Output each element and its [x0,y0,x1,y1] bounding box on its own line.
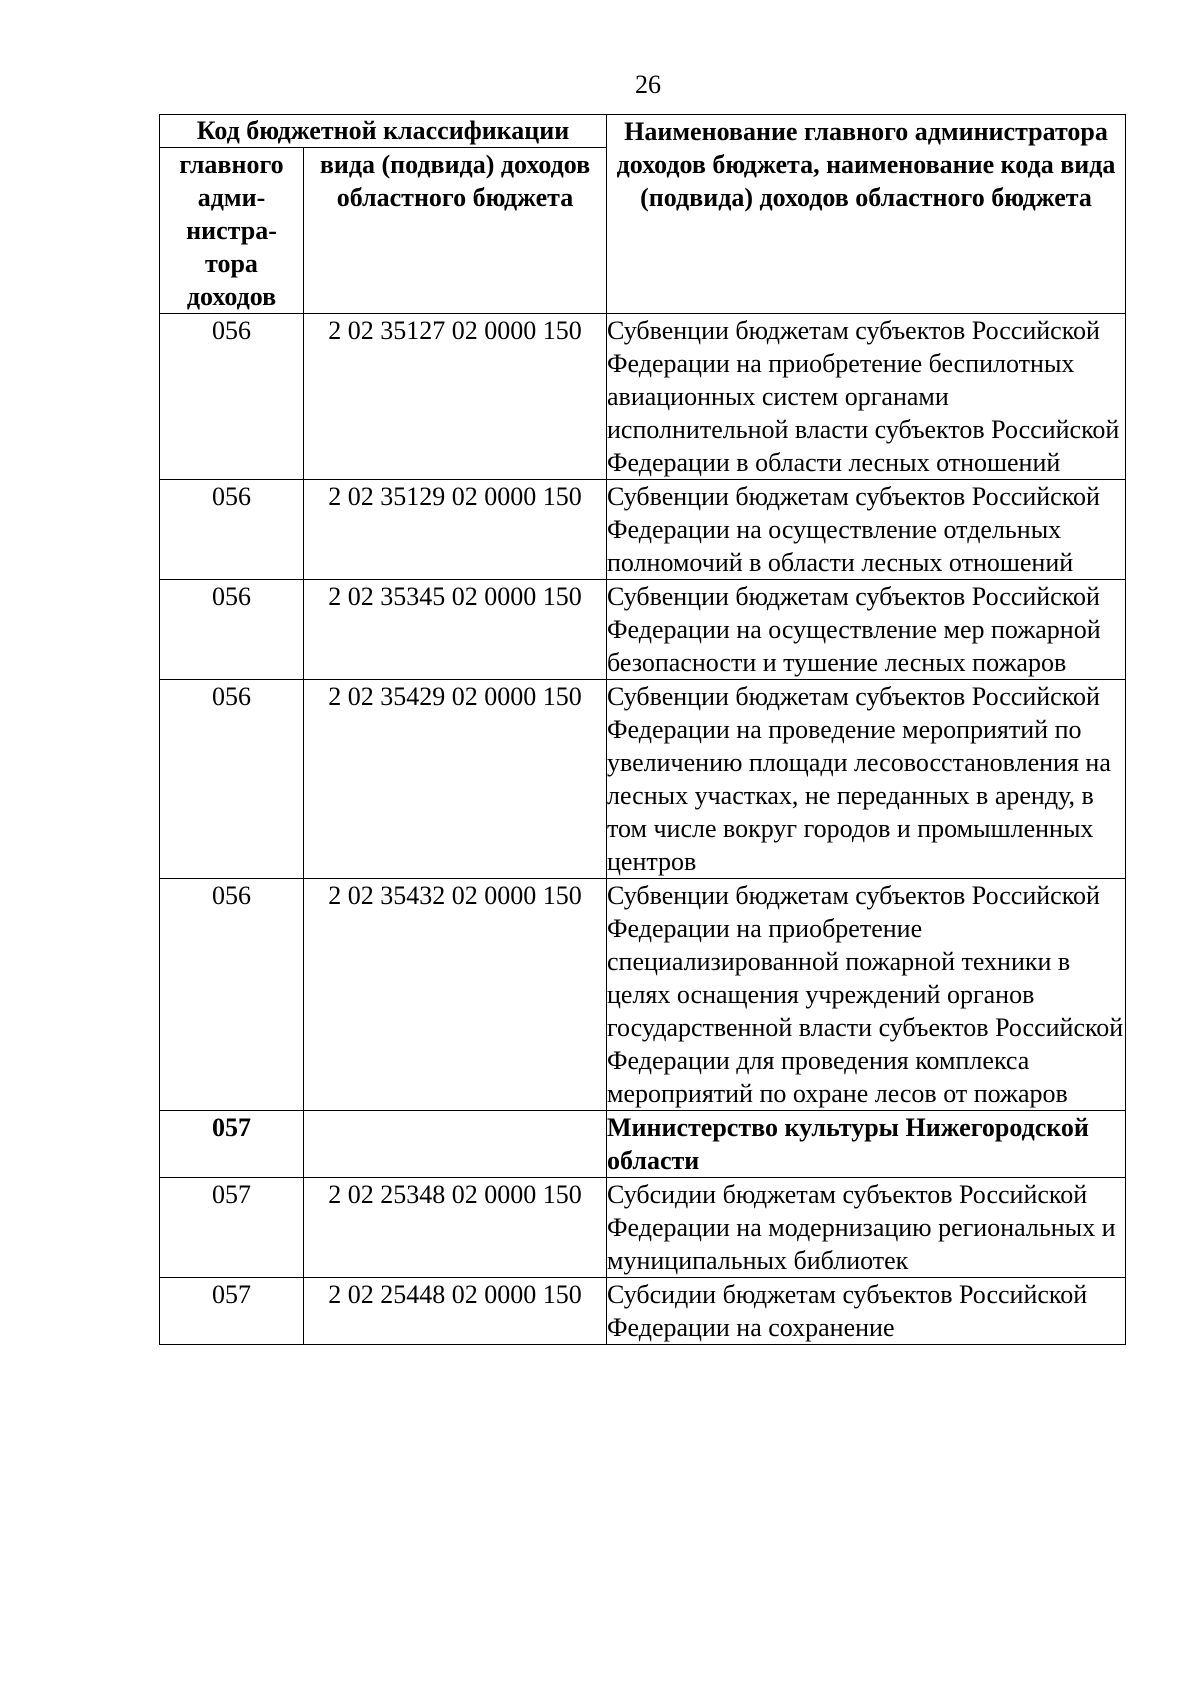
income-code-cell: 2 02 35432 02 0000 150 [304,879,607,1111]
table-row [160,580,1126,680]
income-code-cell: 2 02 35129 02 0000 150 [304,480,607,580]
income-name-cell: Субвенции бюджетам субъектов Российской Федерации на осуществление отдельных полномочий в области лесных отношений [607,480,1126,580]
page-number: 26 [635,70,661,99]
header-administrator-name: Наименование главного администратора доходов бюджета, наименование кода вида (подвида) доходов областного бюджета [607,115,1126,314]
income-code-cell: 2 02 25448 02 0000 150 [304,1278,607,1345]
income-code-cell: 2 02 35345 02 0000 150 [304,580,607,680]
income-code-cell: 2 02 35429 02 0000 150 [304,680,607,879]
table-row [160,314,1126,480]
income-code-cell [304,1111,607,1178]
budget-classification-table [159,114,1126,1345]
header-income-type: вида (подвида) доходов областного бюджета [304,148,607,314]
table-row [160,680,1126,879]
income-name-cell: Субсидии бюджетам субъектов Российской Федерации на модернизацию региональных и муниципальных библиотек [607,1178,1126,1278]
income-name-cell: Субвенции бюджетам субъектов Российской Федерации на осуществление мер пожарной безопасности и тушение лесных пожаров [607,580,1126,680]
income-code-cell: 2 02 35127 02 0000 150 [304,314,607,480]
table-row [160,480,1126,580]
income-name-cell: Субвенции бюджетам субъектов Российской Федерации на проведение мероприятий по увеличению площади лесовосстановления на лесных участках, не переданных в аренду, в том числе вокруг городов и промышленных центров [607,680,1126,879]
table-row-ministry [160,1111,1126,1178]
income-code-cell: 2 02 25348 02 0000 150 [304,1178,607,1278]
table-header-row [160,115,1126,148]
ministry-name-cell: Министерство культуры Нижегородской области [607,1111,1126,1178]
admin-code-cell: 057 [160,1111,304,1178]
income-name-cell: Субвенции бюджетам субъектов Российской Федерации на приобретение специализированной пожарной техники в целях оснащения учреждений органов государственной власти субъектов Российской Федерации для проведения комплекса мероприятий по охране лесов от пожаров [607,879,1126,1111]
admin-code-cell: 056 [160,680,304,879]
admin-code-cell: 056 [160,879,304,1111]
admin-code-cell: 056 [160,580,304,680]
table-row [160,1178,1126,1278]
admin-code-cell: 056 [160,480,304,580]
table-row [160,1278,1126,1345]
admin-code-cell: 057 [160,1278,304,1345]
admin-code-cell: 057 [160,1178,304,1278]
header-budget-classification-code: Код бюджетной классификации [160,115,607,148]
table-row [160,879,1126,1111]
header-main-administrator: главного адми-нистра-тора доходов [160,148,304,314]
income-name-cell: Субвенции бюджетам субъектов Российской Федерации на приобретение беспилотных авиационных систем органами исполнительной власти субъектов Российской Федерации в области лесных отношений [607,314,1126,480]
admin-code-cell: 056 [160,314,304,480]
income-name-cell: Субсидии бюджетам субъектов Российской Федерации на сохранение [607,1278,1126,1345]
